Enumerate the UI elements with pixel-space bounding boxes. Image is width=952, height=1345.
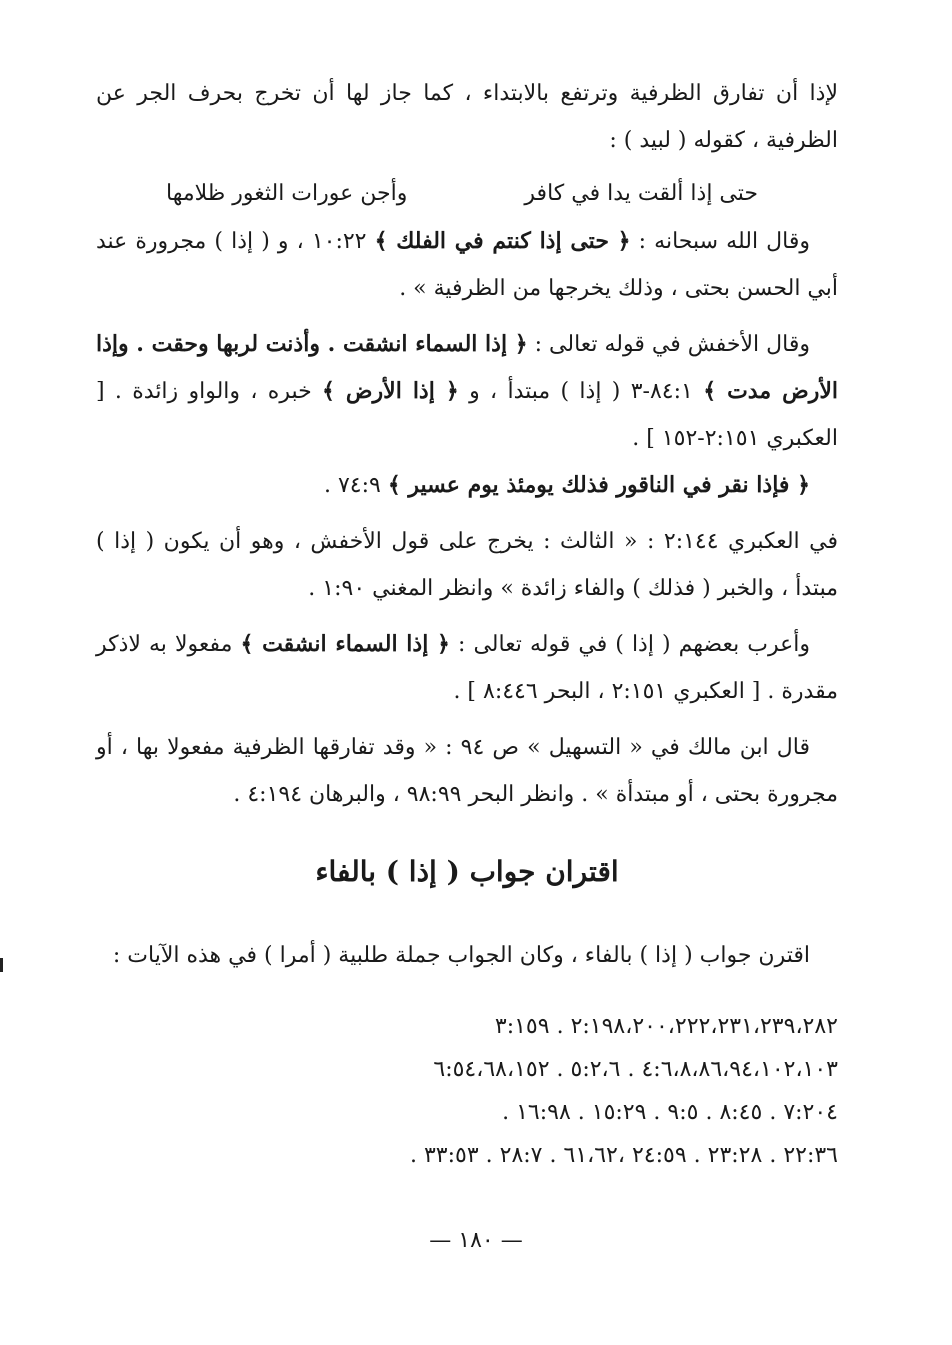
verse-references xyxy=(96,1005,838,1177)
poetry-verse xyxy=(96,174,838,214)
verse-first-hemistich: حتى إذا ألقت يدا في كافر xyxy=(524,181,758,206)
paragraph-1: لإذا أن تفارق الظرفية وترتفع بالابتداء ، كما جاز لها أن تخرج بحرف الجر عن الظرفية ، كقوله ( لبيد ) : xyxy=(96,81,838,153)
quran-quote: ﴿ إذا السماء انشقت ﴾ xyxy=(240,631,450,657)
reference-line: ٢:١٩٨،٢٠٠،٢٢٢،٢٣١،٢٣٩،٢٨٢ . ٣:١٥٩ xyxy=(494,1014,838,1039)
p3-mid: ٨٤:١-٣ ( إذا ) مبتدأ ، و xyxy=(458,379,704,404)
p3-rest: خبره ، والواو زائدة . [ العكبري ٢:١٥١-١٥٢ ] . xyxy=(96,379,838,451)
paragraph-8: اقترن جواب ( إذا ) بالفاء ، وكان الجواب جملة طلبية ( أمرا ) في هذه الآيات : xyxy=(112,943,810,968)
paragraph-5: في العكبري ٢:١٤٤ : « الثالث : يخرج على قول الأخفش ، وهو أن يكون ( إذا ) مبتدأ ، والخبر ( فذلك ) والفاء زائدة » وانظر المغني ١:٩٠ . xyxy=(96,529,838,601)
quran-quote: ﴿ إذا الأرض ﴾ xyxy=(322,378,459,404)
p3-intro: وقال الأخفش في قوله تعالى : xyxy=(527,332,810,357)
paragraph-2 xyxy=(96,218,838,312)
section-heading: اقتران جواب ( إذا ) بالفاء xyxy=(315,855,619,888)
paragraph-6 xyxy=(96,621,838,715)
p2-intro: وقال الله سبحانه : xyxy=(630,229,810,254)
page-number: — ١٨٠ — xyxy=(429,1228,523,1253)
p6-rest: مفعولا به لاذكر مقدرة . [ العكبري ٢:١٥١ ، البحر ٨:٤٤٦ ] . xyxy=(96,632,838,704)
quran-quote: ﴿ إذا السماء انشقت . وأذنت لربها وحقت . وإذا الأرض مدت ﴾ xyxy=(96,331,838,404)
quran-quote: ﴿ فإذا نقر في الناقور فذلك يومئذ يوم عسير ﴾ xyxy=(387,472,810,498)
reference-line: ٤:٦،٨،٨٦،٩٤،١٠٢،١٠٣ . ٥:٢،٦ . ٦:٥٤،٦٨،١٥٢ xyxy=(433,1057,838,1082)
p4-ref: ٧٤:٩ . xyxy=(323,473,388,498)
reference-line: ٢٢:٣٦ . ٢٣:٢٨ . ٢٤:٥٩ ،٦١،٦٢ . ٢٨:٧ . ٣٣:٥٣ . xyxy=(409,1143,838,1168)
verse-second-hemistich: وأجن عورات الثغور ظلامها xyxy=(166,181,408,206)
p6-intro: وأعرب بعضهم ( إذا ) في قوله تعالى : xyxy=(449,632,810,657)
page-body xyxy=(96,70,838,1177)
reference-line: ٧:٢٠٤ . ٨:٤٥ . ٩:٥ . ١٥:٢٩ . ١٦:٩٨ . xyxy=(502,1100,838,1125)
paragraph-4 xyxy=(96,462,838,509)
paragraph-7: قال ابن مالك في « التسهيل » ص ٩٤ : « وقد تفارقها الظرفية مفعولا بها ، أو مجرورة بحتى ، أو مبتدأة » . وانظر البحر ٩٨:٩٩ ، والبرهان ٤:١٩٤ . xyxy=(96,735,838,807)
paragraph-3 xyxy=(96,321,838,462)
p2-rest: ١٠:٢٢ ، و ( إذا ) مجرورة عند أبي الحسن بحتى ، وذلك يخرجها من الظرفية » . xyxy=(96,229,838,301)
margin-mark xyxy=(0,958,3,972)
quran-quote: ﴿ حتى إذا كنتم في الفلك ﴾ xyxy=(374,228,631,254)
